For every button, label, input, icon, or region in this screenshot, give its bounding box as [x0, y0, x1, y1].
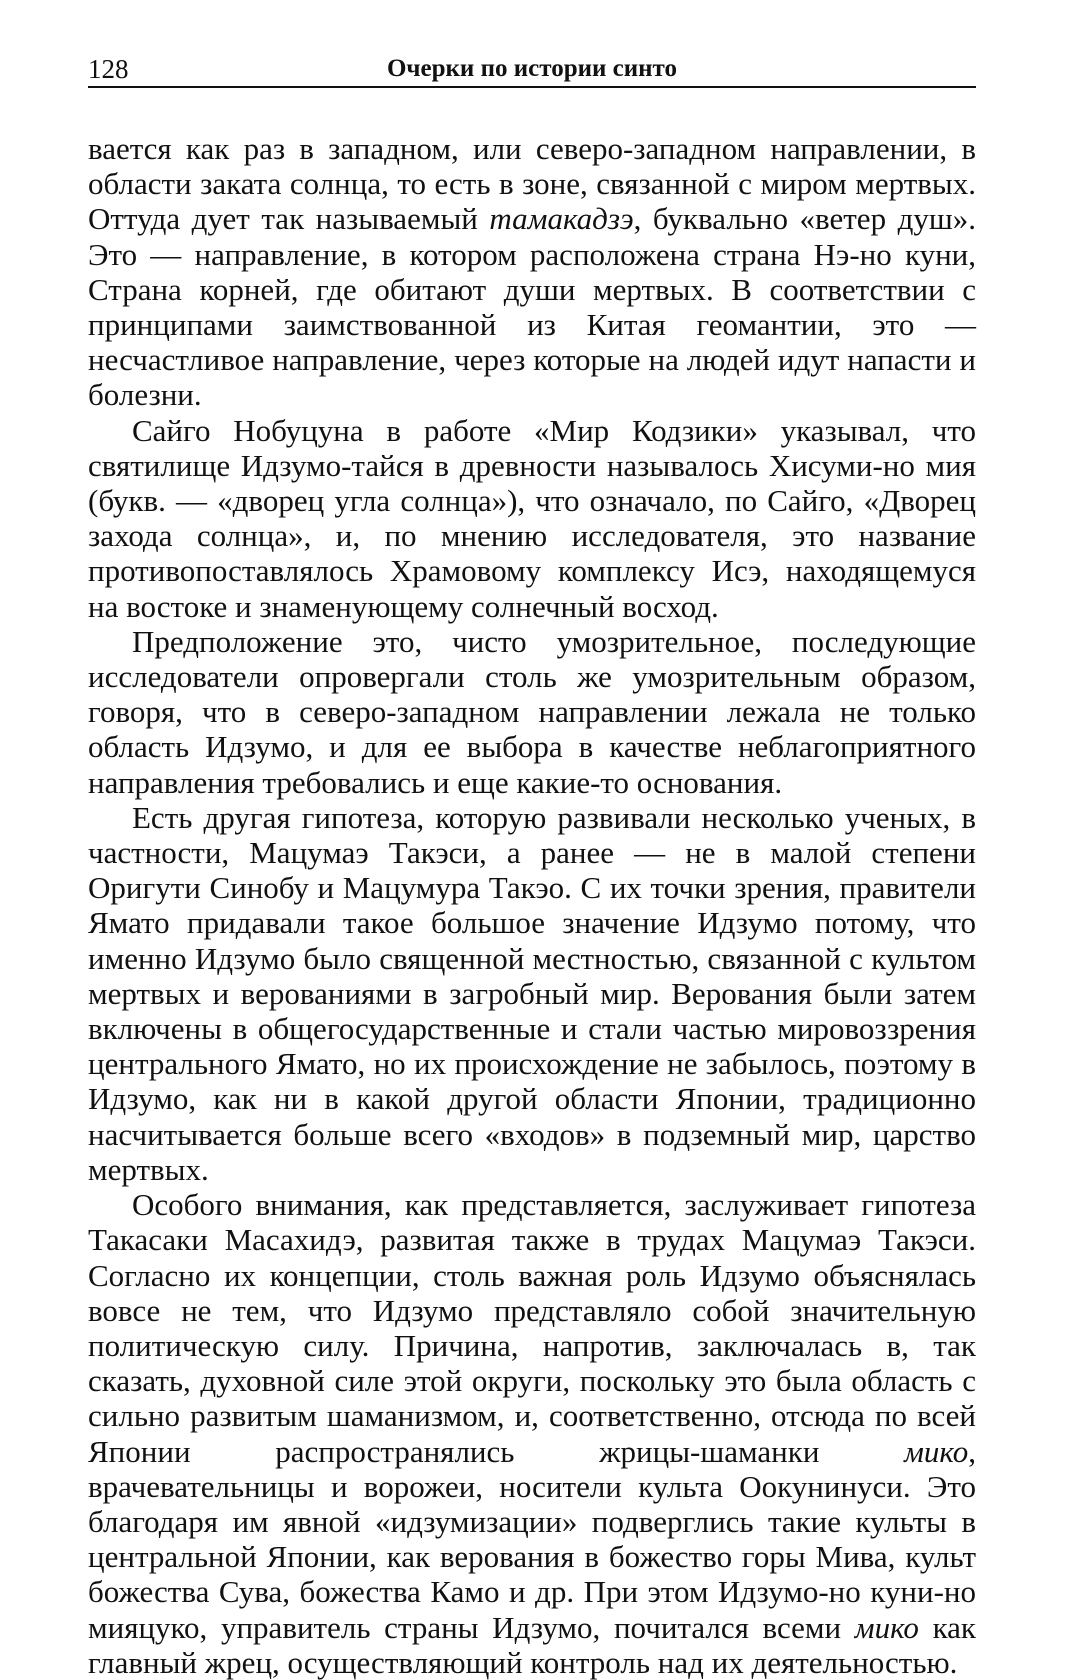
- text-run: Особого внимания, как представляется, заслуживает гипотеза Такасаки Масахидэ, развитая также в трудах Мацумаэ Такэси. Согласно их концепции, столь важная роль Идзумо объяснялась вовсе не тем, что Идзумо представляло собой значительную политическую силу. Причина, напротив, заключалась в, так сказать, духовной силе этой округи, поскольку это была область с сильно развитым шаманизмом, и, соответственно, отсюда по всей Японии распространялись жрицы-шаманки: [88, 1187, 976, 1469]
- italic-term: мико: [904, 1433, 969, 1469]
- text-run: как главный жрец, осуществляющий контроль над их деятельностью.: [88, 1609, 976, 1680]
- italic-term: мико: [854, 1609, 919, 1645]
- text-run: Есть другая гипотеза, которую развивали несколько ученых, в частности, Мацумаэ Такэси, а ранее — не в малой степени Оригути Синобу и Мацумура Такэо. С их точки зрения, правители Ямато придавали такое большое значение Идзумо потому, что именно Идзумо было священной местностью, связанной с культом мертвых и верованиями в загробный мир. Верования были затем включены в общегосударственные и стали частью мировоззрения центрального Ямато, но их происхождение не забылось, поэтому в Идзумо, как ни в какой другой области Японии, традиционно насчитывается больше всего «входов» в подземный мир, царство мертвых.: [88, 799, 976, 1187]
- body-text: [88, 131, 976, 1680]
- page-number: 128: [88, 54, 129, 84]
- running-head: [88, 48, 976, 88]
- text-run: Сайго Нобуцуна в работе «Мир Кодзики» указывал, что святилище Идзумо-тайся в древности называлось Хисуми-но мия (букв. — «дворец угла солнца»), что означало, по Сайго, «Дворец захода солнца», и, по мнению исследователя, это название противопоставлялось Храмовому комплексу Исэ, находящемуся на востоке и знаменующему солнечный восход.: [88, 412, 976, 624]
- text-run: вается как раз в западном, или северо-западном направлении, в области заката солнца, то есть в зоне, связанной с миром мертвых. Оттуда дует так называемый: [88, 131, 976, 237]
- paragraph: [88, 413, 976, 624]
- text-run: , врачевательницы и ворожеи, носители культа Оокунинуси. Это благодаря им явной «идзумизации» подверглись такие культы в центральной Японии, как верования в божество горы Мива, культ божества Сува, божества Камо и др. При этом Идзумо-но куни-но мияцуко, управитель страны Идзумо, почитался всеми: [88, 1433, 976, 1645]
- italic-term: тамакадзэ: [489, 201, 634, 237]
- book-page: [88, 48, 976, 1680]
- paragraph: [88, 624, 976, 800]
- text-run: , буквально «ветер душ». Это — направление, в котором расположена страна Нэ-но куни, Страна корней, где обитают души мертвых. В соответствии с принципами заимствованной из Китая геомантии, это — несчастливое направление, через которые на людей идут напасти и болезни.: [88, 201, 976, 413]
- paragraph: [88, 800, 976, 1187]
- paragraph: [88, 1187, 976, 1680]
- text-run: Предположение это, чисто умозрительное, последующие исследователи опровергали столь же умозрительным образом, говоря, что в северо-западном направлении лежала не только область Идзумо, и для ее выбора в качестве неблагоприятного направления требовались и еще какие-то основания.: [88, 623, 976, 800]
- running-title: Очерки по истории синто: [386, 55, 678, 82]
- paragraph: [88, 131, 976, 413]
